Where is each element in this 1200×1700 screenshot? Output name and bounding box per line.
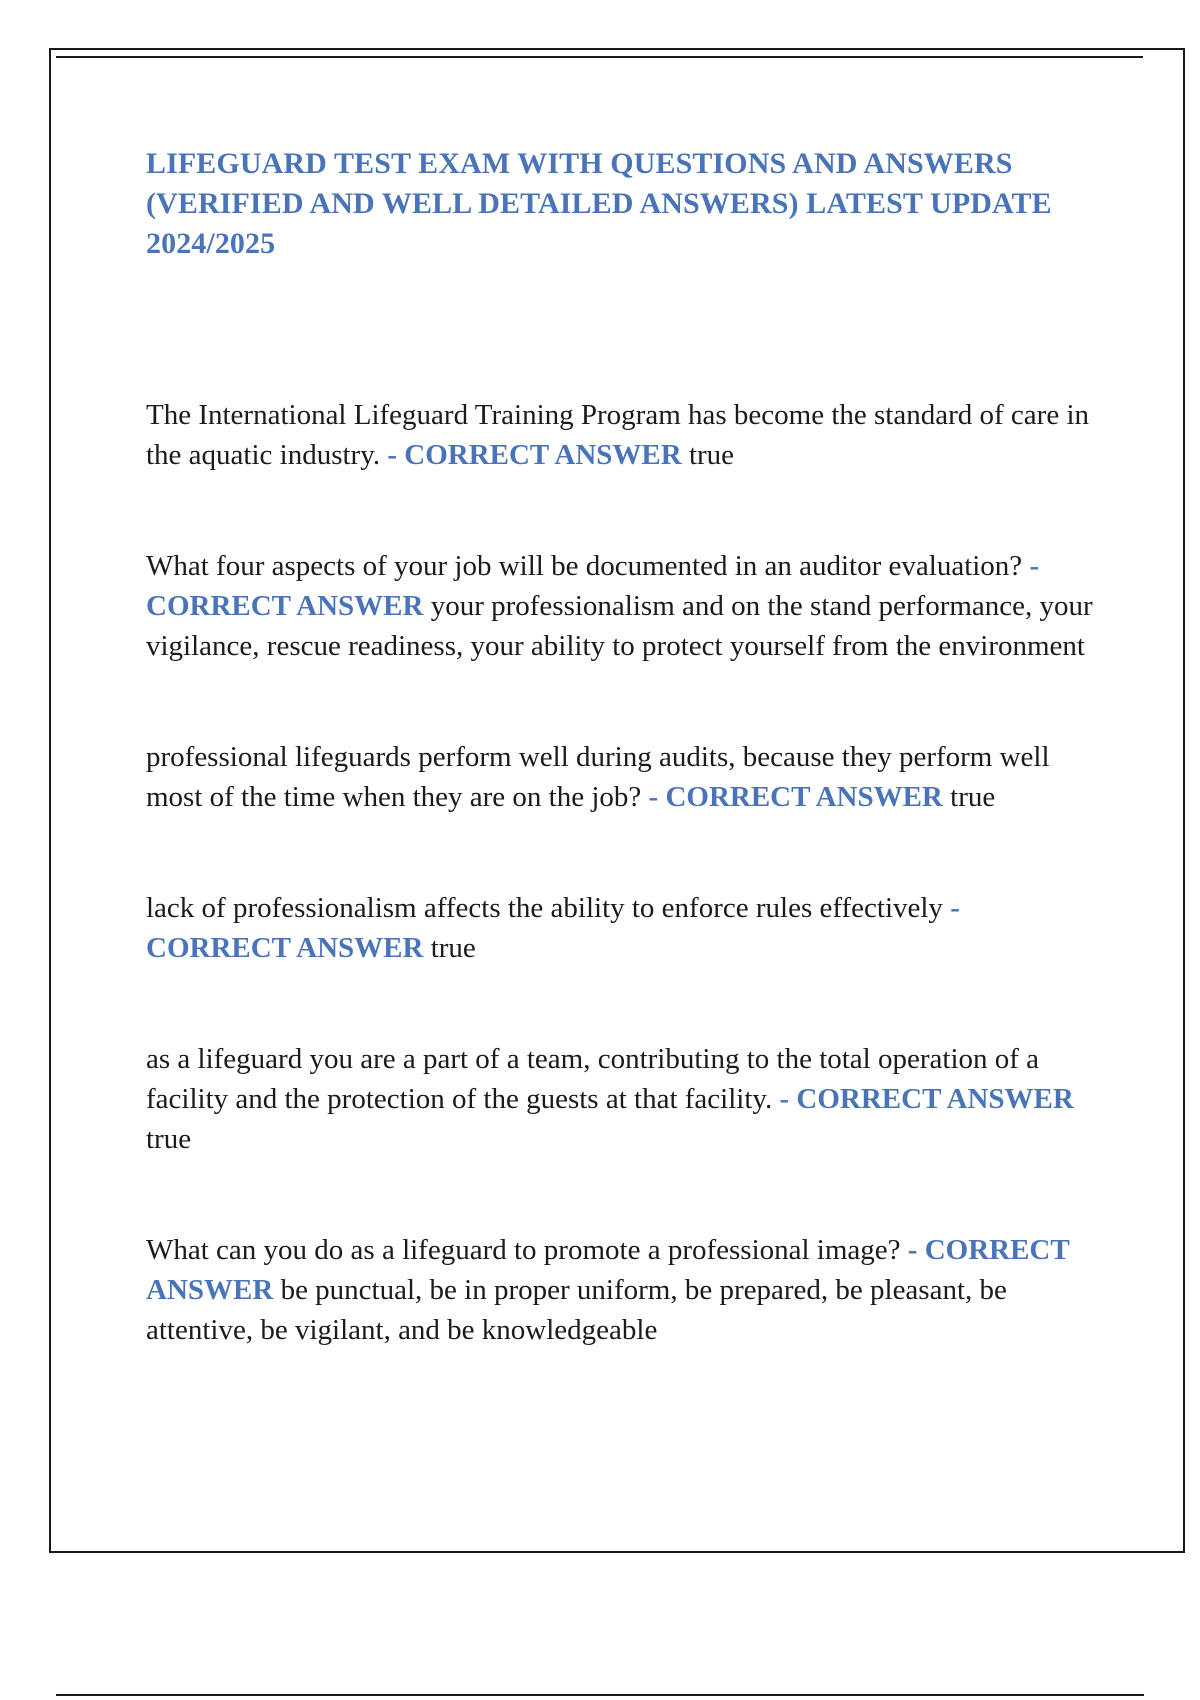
qa-item [146,395,1096,475]
answer-text: true [146,1123,192,1155]
correct-answer-marker: - CORRECT ANSWER [387,439,682,471]
correct-answer-marker: - CORRECT ANSWER [146,892,960,964]
question-text: as a lifeguard you are a part of a team, contributing to the total operation of a facility and the protection of the guests at that facility. [146,1043,1040,1115]
correct-answer-marker: - CORRECT ANSWER [146,1234,1070,1306]
answer-text: be punctual, be in proper uniform, be prepared, be pleasant, be attentive, be vigilant, and be knowledgeable [146,1274,1007,1346]
qa-item [146,1039,1096,1159]
qa-item [146,1230,1096,1350]
correct-answer-marker: - CORRECT ANSWER [779,1083,1074,1115]
answer-text: true [430,932,476,964]
question-text: lack of professionalism affects the ability to enforce rules effectively [146,892,943,924]
bottom-rule [56,1694,1144,1696]
qa-item [146,546,1096,666]
document-content [146,144,1096,1350]
answer-text: true [950,781,996,813]
top-rule [56,56,1143,58]
document-title: LIFEGUARD TEST EXAM WITH QUESTIONS AND ANSWERS (VERIFIED AND WELL DETAILED ANSWERS) LATEST UPDATE 2024/2025 [146,147,1052,260]
question-text: What can you do as a lifeguard to promote a professional image? [146,1234,901,1266]
correct-answer-marker: - CORRECT ANSWER [146,550,1040,622]
question-text: professional lifeguards perform well during audits, because they perform well most of the time when they are on the job? [146,741,1050,813]
question-text: The International Lifeguard Training Program has become the standard of care in the aquatic industry. [146,399,1089,471]
question-text: What four aspects of your job will be documented in an auditor evaluation? [146,550,1023,582]
correct-answer-marker: - CORRECT ANSWER [648,781,943,813]
answer-text: your professionalism and on the stand performance, your vigilance, rescue readiness, your ability to protect yourself from the environment [146,590,1093,662]
qa-item [146,888,1096,968]
answer-text: true [688,439,735,471]
qa-item [146,737,1096,817]
